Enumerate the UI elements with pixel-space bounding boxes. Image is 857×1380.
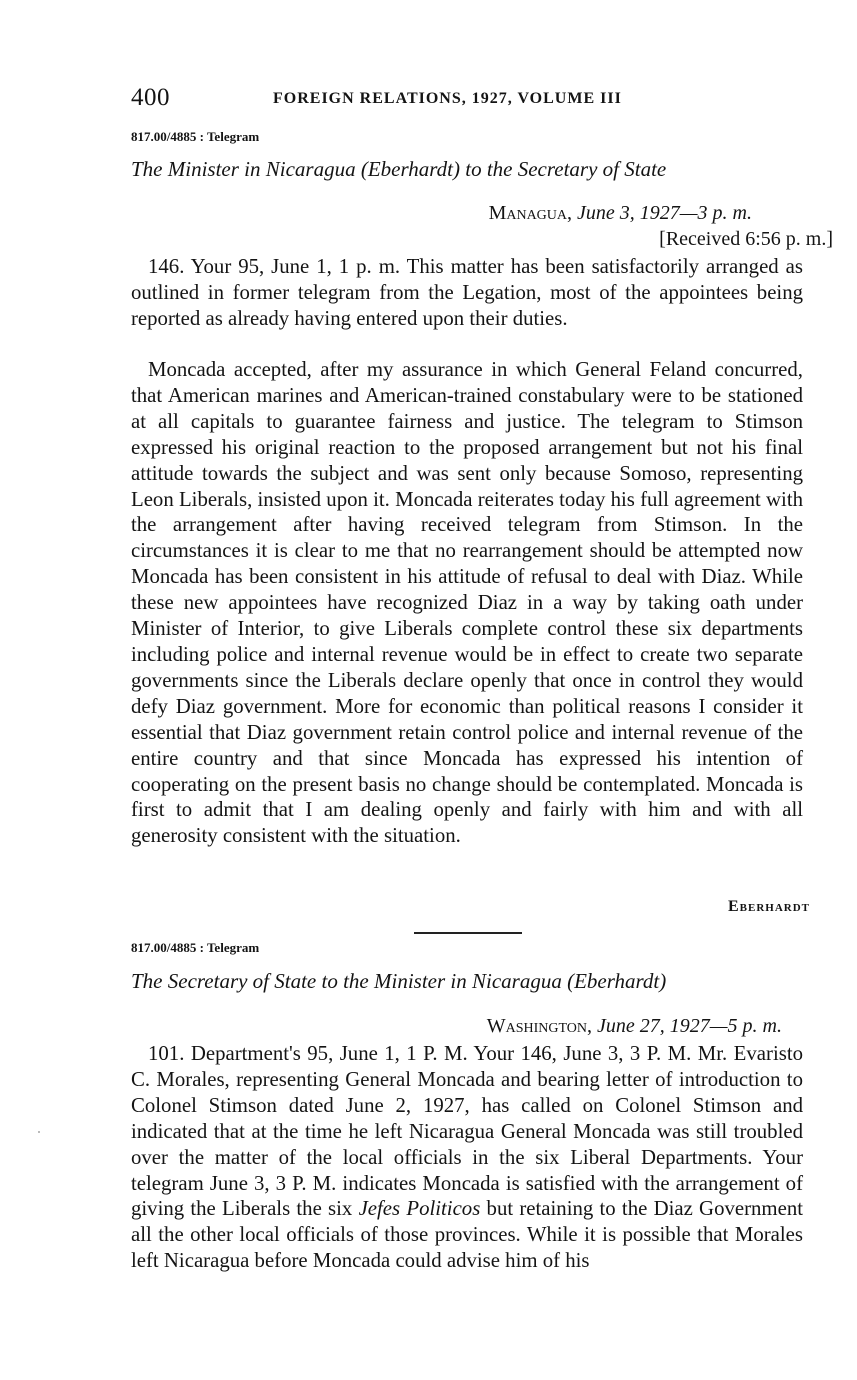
document-title: The Secretary of State to the Minister in Nicaragua (Eberhardt) bbox=[131, 969, 667, 993]
page-header bbox=[131, 84, 803, 114]
dateline bbox=[487, 1015, 782, 1038]
running-head: FOREIGN RELATIONS, 1927, VOLUME III bbox=[273, 90, 622, 107]
dateline-date: June 3, 1927—3 p. m. bbox=[577, 202, 752, 224]
signature: Eberhardt bbox=[727, 898, 810, 915]
dateline-place: Managua, bbox=[488, 202, 573, 224]
dateline-place: Washington, bbox=[486, 1015, 593, 1037]
file-reference: 817.00/4885 : Telegram bbox=[131, 129, 260, 144]
paragraph-text: 101. Department's 95, June 1, 1 P. M. Your 146, June 3, 3 P. M. Mr. Evaristo C. Morales, representing General Moncada and bearing letter of introduction to Colonel Stimson dated June 2, 1927, has called on Colonel Stimson and indicated that at the time he left Nicaragua General Moncada was still troubled over the matter of the local officials in the six Liberal Departments. Your telegram June 3, 3 P. M. indicates Moncada is satisfied with the arrangement of giving the Liberals the six bbox=[131, 1042, 803, 1221]
scan-speck bbox=[38, 1131, 40, 1133]
received-note: [Received 6:56 p. m.] bbox=[659, 228, 833, 250]
italic-term: Jefes Politicos bbox=[358, 1197, 481, 1221]
dateline bbox=[489, 202, 752, 225]
dateline-date: June 27, 1927—5 p. m. bbox=[597, 1015, 782, 1037]
telegram-paragraph bbox=[131, 1041, 803, 1274]
section-divider bbox=[414, 932, 522, 934]
file-reference: 817.00/4885 : Telegram bbox=[131, 940, 260, 955]
page-number: 400 bbox=[131, 84, 170, 111]
telegram-paragraph: Moncada accepted, after my assurance in which General Feland concurred, that American marines and American-trained constabulary were to be stationed at all capitals to guarantee fairness and justice. The telegram to Stimson expressed his original reaction to the proposed arrangement but not his final attitude towards the subject and was sent only because Somoso, representing Leon Liberals, insisted upon it. Moncada reiterates today his full agreement with the arrangement after having received telegram from Stimson. In the circumstances it is clear to me that no rearrangement should be attempted now Moncada has been consistent in his attitude of refusal to deal with Diaz. While these new appointees have recognized Diaz in a way by taking oath under Minister of Interior, to give Liberals complete control these six departments including police and internal revenue would be in effect to create two separate governments since the Liberals declare openly that once in control they would defy Diaz government. More for economic than political reasons I consider it essential that Diaz government retain control police and internal revenue of the entire country and that since Moncada has expressed his intention of cooperating on the present basis no change should be contemplated. Moncada is first to admit that I am dealing openly and fairly with him and with all generosity consistent with the situation. bbox=[131, 358, 803, 848]
document-title: The Minister in Nicaragua (Eberhardt) to the Secretary of State bbox=[131, 157, 667, 181]
paragraph-text: but retaining to the Diaz Government all the other local officials of those provinces. While it is possible that Morales left Nicaragua before Moncada could advise him of his bbox=[131, 1197, 804, 1273]
telegram-paragraph: 146. Your 95, June 1, 1 p. m. This matter has been satisfactorily arranged as outlined in former telegram from the Legation, most of the appointees being reported as already having entered upon their duties. bbox=[131, 255, 803, 330]
